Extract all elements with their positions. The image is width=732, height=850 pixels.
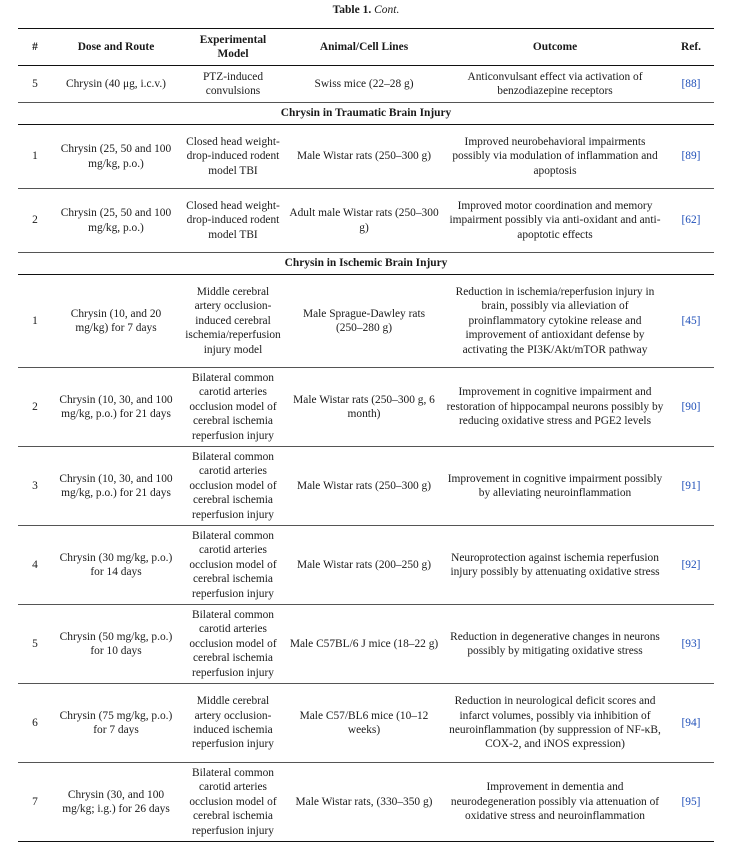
table-caption xyxy=(0,4,732,16)
ref-text[interactable]: [89] xyxy=(681,150,701,163)
cell-num: 2 xyxy=(18,189,52,253)
ref-link[interactable] xyxy=(668,189,714,253)
cell-model: Middle cerebral artery occlusion-induced ischemia reperfusion injury xyxy=(180,684,286,763)
cell-num: 4 xyxy=(18,526,52,605)
cell-outcome: Improvement in cognitive impairment and restoration of hippocampal neurons possibly by reducing oxidative stress and PGE2 levels xyxy=(442,368,668,447)
ref-text[interactable]: [95] xyxy=(681,795,701,808)
cell-animal: Male Sprague-Dawley rats (250–280 g) xyxy=(286,275,442,368)
cell-animal: Male C57BL/6 J mice (18–22 g) xyxy=(286,605,442,684)
cell-model: Bilateral common carotid arteries occlusion model of cerebral ischemia reperfusion injury xyxy=(180,605,286,684)
cell-dose: Chrysin (30, and 100 mg/kg; i.g.) for 26 days xyxy=(52,763,180,842)
ref-link[interactable] xyxy=(668,763,714,842)
cell-animal: Male C57/BL6 mice (10–12 weeks) xyxy=(286,684,442,763)
cell-model: Bilateral common carotid arteries occlusion model of cerebral ischemia reperfusion injury xyxy=(180,447,286,526)
header-dose: Dose and Route xyxy=(52,29,180,66)
cell-model: Bilateral common carotid arteries occlusion model of cerebral ischemia reperfusion injury xyxy=(180,526,286,605)
cell-animal: Male Wistar rats (250–300 g) xyxy=(286,125,442,189)
cell-outcome: Improvement in dementia and neurodegeneration possibly via attenuation of oxidative stress and neuroinflammation xyxy=(442,763,668,842)
section-header-ischemic xyxy=(18,253,714,275)
ref-text[interactable]: [91] xyxy=(681,479,701,492)
cell-num: 5 xyxy=(18,66,52,103)
ref-link[interactable] xyxy=(668,526,714,605)
cell-dose: Chrysin (40 μg, i.c.v.) xyxy=(52,66,180,103)
table-row xyxy=(18,447,714,526)
cell-animal: Swiss mice (22–28 g) xyxy=(286,66,442,103)
section-title: Chrysin in Ischemic Brain Injury xyxy=(18,253,714,275)
ref-link[interactable] xyxy=(668,125,714,189)
cell-animal: Male Wistar rats, (330–350 g) xyxy=(286,763,442,842)
cell-model: Closed head weight-drop-induced rodent model TBI xyxy=(180,189,286,253)
cell-num: 1 xyxy=(18,275,52,368)
cell-animal: Male Wistar rats (200–250 g) xyxy=(286,526,442,605)
table-row xyxy=(18,605,714,684)
cell-model: Middle cerebral artery occlusion-induced cerebral ischemia/reperfusion injury model xyxy=(180,275,286,368)
table-label: Table 1. xyxy=(332,4,372,16)
table-row xyxy=(18,275,714,368)
ref-link[interactable] xyxy=(668,368,714,447)
ref-link[interactable] xyxy=(668,605,714,684)
cell-outcome: Reduction in neurological deficit scores and infarct volumes, possibly via inhibition of neuroinflammation (by suppression of NF-κB, COX-2, and iNOS expression) xyxy=(442,684,668,763)
cell-dose: Chrysin (10, 30, and 100 mg/kg, p.o.) for 21 days xyxy=(52,447,180,526)
cell-outcome: Reduction in ischemia/reperfusion injury in brain, possibly via alleviation of proinflammatory cytokine release and improvement of antioxidant defense by activating the PI3K/Akt/mTOR pathway xyxy=(442,275,668,368)
data-table xyxy=(18,28,714,842)
cell-num: 6 xyxy=(18,684,52,763)
ref-text[interactable]: [93] xyxy=(681,637,701,650)
cell-outcome: Neuroprotection against ischemia reperfusion injury possibly by attenuating oxidative stress xyxy=(442,526,668,605)
header-animal: Animal/Cell Lines xyxy=(286,29,442,66)
table-row xyxy=(18,684,714,763)
header-ref: Ref. xyxy=(668,29,714,66)
cell-model: PTZ-induced convulsions xyxy=(180,66,286,103)
cell-outcome: Improvement in cognitive impairment possibly by alleviating neuroinflammation xyxy=(442,447,668,526)
cell-animal: Male Wistar rats (250–300 g) xyxy=(286,447,442,526)
cell-animal: Male Wistar rats (250–300 g, 6 month) xyxy=(286,368,442,447)
cell-dose: Chrysin (30 mg/kg, p.o.) for 14 days xyxy=(52,526,180,605)
cell-model: Closed head weight-drop-induced rodent model TBI xyxy=(180,125,286,189)
cell-num: 7 xyxy=(18,763,52,842)
ref-link[interactable] xyxy=(668,275,714,368)
ref-link[interactable] xyxy=(668,66,714,103)
cell-outcome: Anticonvulsant effect via activation of benzodiazepine receptors xyxy=(442,66,668,103)
table-row xyxy=(18,125,714,189)
cell-num: 5 xyxy=(18,605,52,684)
cell-model: Bilateral common carotid arteries occlusion model of cerebral ischemia reperfusion injury xyxy=(180,368,286,447)
header-num: # xyxy=(18,29,52,66)
cell-num: 2 xyxy=(18,368,52,447)
header-model: Experimental Model xyxy=(180,29,286,66)
cell-dose: Chrysin (10, and 20 mg/kg) for 7 days xyxy=(52,275,180,368)
table-row xyxy=(18,526,714,605)
table-row xyxy=(18,763,714,842)
table-row xyxy=(18,368,714,447)
ref-text[interactable]: [90] xyxy=(681,400,701,413)
ref-link[interactable] xyxy=(668,684,714,763)
cell-num: 1 xyxy=(18,125,52,189)
cell-dose: Chrysin (75 mg/kg, p.o.) for 7 days xyxy=(52,684,180,763)
table-cont: Cont. xyxy=(374,4,400,16)
cell-outcome: Improved motor coordination and memory impairment possibly via anti-oxidant and anti-apoptotic effects xyxy=(442,189,668,253)
header-row xyxy=(18,29,714,66)
cell-dose: Chrysin (25, 50 and 100 mg/kg, p.o.) xyxy=(52,189,180,253)
cell-model: Bilateral common carotid arteries occlusion model of cerebral ischemia reperfusion injury xyxy=(180,763,286,842)
cell-dose: Chrysin (10, 30, and 100 mg/kg, p.o.) for 21 days xyxy=(52,368,180,447)
header-outcome: Outcome xyxy=(442,29,668,66)
cell-outcome: Improved neurobehavioral impairments possibly via modulation of inflammation and apoptosis xyxy=(442,125,668,189)
table-row xyxy=(18,66,714,103)
cell-animal: Adult male Wistar rats (250–300 g) xyxy=(286,189,442,253)
cell-dose: Chrysin (50 mg/kg, p.o.) for 10 days xyxy=(52,605,180,684)
section-header-tbi xyxy=(18,103,714,125)
table-row xyxy=(18,189,714,253)
section-title: Chrysin in Traumatic Brain Injury xyxy=(18,103,714,125)
ref-text[interactable]: [62] xyxy=(681,214,701,227)
ref-text[interactable]: [92] xyxy=(681,558,701,571)
ref-text[interactable]: [45] xyxy=(681,314,701,327)
ref-text[interactable]: [94] xyxy=(681,716,701,729)
cell-outcome: Reduction in degenerative changes in neurons possibly by mitigating oxidative stress xyxy=(442,605,668,684)
ref-text[interactable]: [88] xyxy=(681,77,701,90)
cell-num: 3 xyxy=(18,447,52,526)
ref-link[interactable] xyxy=(668,447,714,526)
cell-dose: Chrysin (25, 50 and 100 mg/kg, p.o.) xyxy=(52,125,180,189)
